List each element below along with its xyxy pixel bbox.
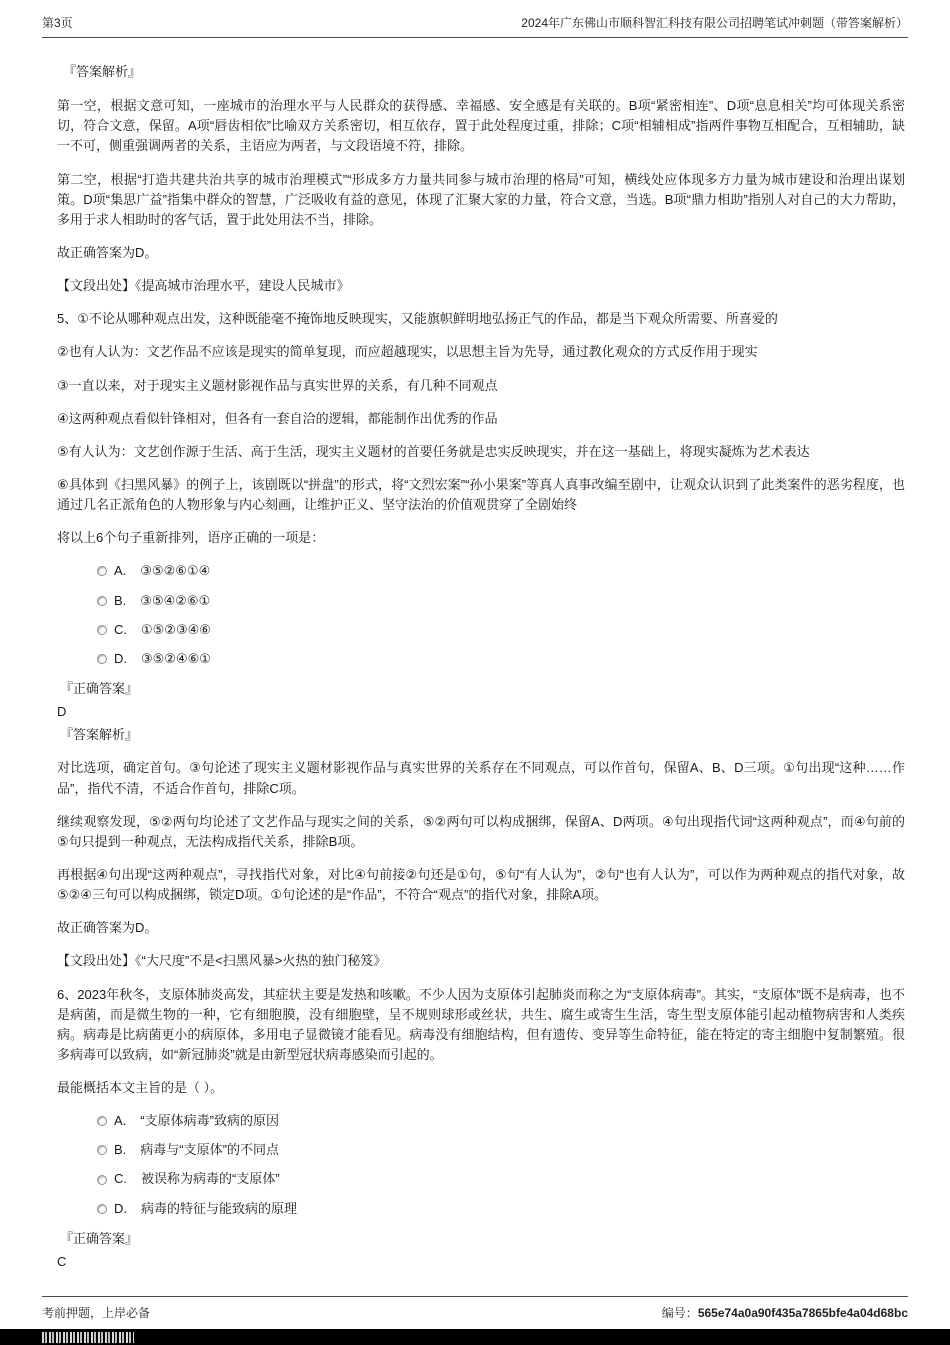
q5-analysis-heading: 『答案解析』	[60, 727, 139, 743]
q4-conclusion: 故正确答案为D。	[57, 244, 158, 260]
radio-button-icon[interactable]	[97, 1116, 107, 1126]
q6-question-text: 最能概括本文主旨的是（ ）。	[57, 1080, 224, 1096]
option-text: 病毒的特征与能致病的原理	[141, 1200, 298, 1216]
q5-correct-answer: D	[57, 704, 67, 720]
radio-button-icon[interactable]	[97, 654, 107, 664]
q5-options	[97, 561, 905, 669]
q5-option-d[interactable]	[97, 649, 905, 669]
option-letter: A.	[114, 563, 127, 579]
q5-option-c[interactable]	[97, 620, 905, 640]
option-text: ③⑤④②⑥①	[140, 592, 211, 608]
q6-option-c[interactable]	[97, 1169, 905, 1189]
footer-slogan: 考前押题，上岸必备	[42, 1306, 151, 1320]
option-letter: B.	[114, 592, 127, 608]
q5-stem-sentence-2: ②也有人认为：文艺作品不应该是现实的简单复现，而应超越现实，以思想主旨为先导，通过教化观众的方式反作用于现实	[57, 344, 758, 360]
barcode	[42, 1332, 134, 1343]
q5-option-a[interactable]	[97, 561, 905, 581]
q5-stem-sentence-5: ⑤有人认为：文艺创作源于生活、高于生活，现实主义题材的首要任务就是忠实反映现实，并在这一基础上，将现实凝炼为艺术表达	[57, 443, 810, 459]
q5-stem-sentence-1: 5、①不论从哪种观点出发，这种既能毫不掩饰地反映现实，又能旗帜鲜明地弘扬正气的作品，都是当下观众所需要、所喜爱的	[57, 311, 778, 327]
q5-stem-sentence-6: ⑥具体到《扫黑风暴》的例子上，该剧既以“拼盘”的形式，将“文烈宏案”“孙小果案”等真人真事改编至剧中，让观众认识到了此类案件的恶劣程度，也通过几名正派角色的人物形象与内心刻画，让维护正义、坚守法治的价值观贯穿了全剧始终	[57, 476, 905, 513]
option-letter: D.	[114, 1200, 127, 1216]
option-text: ③⑤②④⑥①	[141, 650, 211, 666]
q4-analysis-paragraph-1: 第一空，根据文意可知，一座城市的治理水平与人民群众的获得感、幸福感、安全感是有关联的。B项“紧密相连”、D项“息息相关”均可体现关系密切，符合文意，保留。A项“唇齿相依”比喻双方关系密切，相互依存，置于此处程度过重，排除；C项“相辅相成”指两件事物互相配合，互相辅助，缺一不可，侧重强调两者的关系，主语应为两者，与文段语境不符，排除。	[57, 98, 905, 154]
q5-stem-sentence-4: ④这两种观点看似针锋相对，但各有一套自洽的逻辑，都能制作出优秀的作品	[57, 410, 498, 426]
radio-button-icon[interactable]	[97, 566, 107, 576]
page-content	[0, 38, 950, 1272]
q6-option-d[interactable]	[97, 1199, 905, 1219]
q4-analysis-heading: 『答案解析』	[63, 64, 142, 79]
page-number: 第3页	[42, 16, 73, 30]
q6-option-a[interactable]	[97, 1111, 905, 1131]
q6-option-b[interactable]	[97, 1140, 905, 1160]
q5-question-text: 将以上6个句子重新排列，语序正确的一项是：	[57, 530, 325, 546]
radio-button-icon[interactable]	[97, 1204, 107, 1214]
q5-analysis-paragraph-2: 继续观察发现，⑤②两句均论述了文艺作品与现实之间的关系，⑤②两句可以构成捆绑，保留A、D两项。④句出现指代词“这两种观点”，而④句前的⑤句只提到一种观点，无法构成指代关系，排除B项。	[57, 813, 905, 849]
option-text: 病毒与“支原体”的不同点	[140, 1142, 279, 1158]
radio-button-icon[interactable]	[97, 1175, 107, 1185]
document-title: 2024年广东佛山市顺科智汇科技有限公司招聘笔试冲刺题（带答案解析）	[521, 16, 908, 30]
footer-id-label: 编号：	[661, 1306, 698, 1320]
footer-id-group	[662, 1304, 908, 1321]
option-letter: C.	[114, 1171, 127, 1187]
option-letter: D.	[114, 650, 127, 666]
q5-correct-answer-heading: 『正确答案』	[60, 680, 139, 696]
option-letter: A.	[114, 1113, 127, 1129]
q6-correct-answer: C	[57, 1253, 67, 1269]
option-text: ③⑤②⑥①④	[140, 563, 211, 579]
option-text: “支原体病毒”致病的原因	[140, 1113, 279, 1129]
bottom-black-bar	[0, 1329, 950, 1345]
option-text: ①⑤②③④⑥	[141, 621, 211, 637]
q6-correct-answer-heading: 『正确答案』	[60, 1230, 139, 1246]
page-header	[42, 0, 908, 38]
radio-button-icon[interactable]	[97, 1145, 107, 1155]
q5-analysis-paragraph-3: 再根据④句出现“这两种观点”，寻找指代对象，对比④句前接②句还是①句，⑤句“有人认为”，②句“也有人认为”，可以作为两种观点的指代对象，故⑤②④三句可以构成捆绑，锁定D项。①句论述的是“作品”，不符合“观点”的指代对象，排除A项。	[57, 866, 905, 903]
radio-button-icon[interactable]	[97, 625, 107, 635]
option-letter: C.	[114, 621, 127, 637]
q5-conclusion: 故正确答案为D。	[57, 920, 158, 936]
q6-stem: 6、2023年秋冬，支原体肺炎高发，其症状主要是发热和咳嗽。不少人因为支原体引起肺炎而称之为“支原体病毒”。其实，“支原体”既不是病毒，也不是病菌，而是微生物的一种，它有细胞膜，没有细胞壁，呈不规则球形或丝状，共生、腐生或寄生生活，寄生型支原体能引起动植物病害和人类疾病。病毒是比病菌更小的病原体，多用电子显微镜才能看见。病毒没有细胞结构，但有遗传、变异等生命特征，能在特定的寄主细胞中复制繁殖。很多病毒可以致病，如“新冠肺炎”就是由新型冠状病毒感染而引起的。	[57, 986, 905, 1062]
q5-option-b[interactable]	[97, 591, 905, 611]
footer-id-value: 565e74a0a90f435a7865bfe4a04d68bc	[697, 1306, 908, 1320]
option-text: 被误称为病毒的“支原体”	[141, 1171, 280, 1187]
radio-button-icon[interactable]	[97, 596, 107, 606]
page-footer	[0, 1296, 950, 1345]
footer-text-row	[42, 1296, 908, 1329]
q4-analysis-paragraph-2: 第二空，根据“打造共建共治共享的城市治理模式”“形成多方力量共同参与城市治理的格局”可知，横线处应体现多方力量为城市建设和治理出谋划策。D项“集思广益”指集中群众的智慧，广泛吸收有益的意见，体现了汇聚大家的力量，符合文意，当选。B项“鼎力相助”指别人对自己的大力帮助，多用于求人相助时的客气话，置于此处用法不当，排除。	[57, 171, 905, 227]
q4-source-note: 【文段出处】《提高城市治理水平，建设人民城市》	[57, 278, 350, 294]
q5-analysis-paragraph-1: 对比选项，确定首句。③句论述了现实主义题材影视作品与真实世界的关系存在不同观点，可以作首句，保留A、B、D三项。①句出现“这种……作品”，指代不清，不适合作首句，排除C项。	[57, 760, 905, 796]
q5-source-note: 【文段出处】《“大尺度”不是<扫黑风暴>火热的独门秘笈》	[57, 953, 387, 969]
q5-stem-sentence-3: ③一直以来，对于现实主义题材影视作品与真实世界的关系，有几种不同观点	[57, 377, 498, 393]
option-letter: B.	[114, 1142, 127, 1158]
q6-options	[97, 1111, 905, 1219]
